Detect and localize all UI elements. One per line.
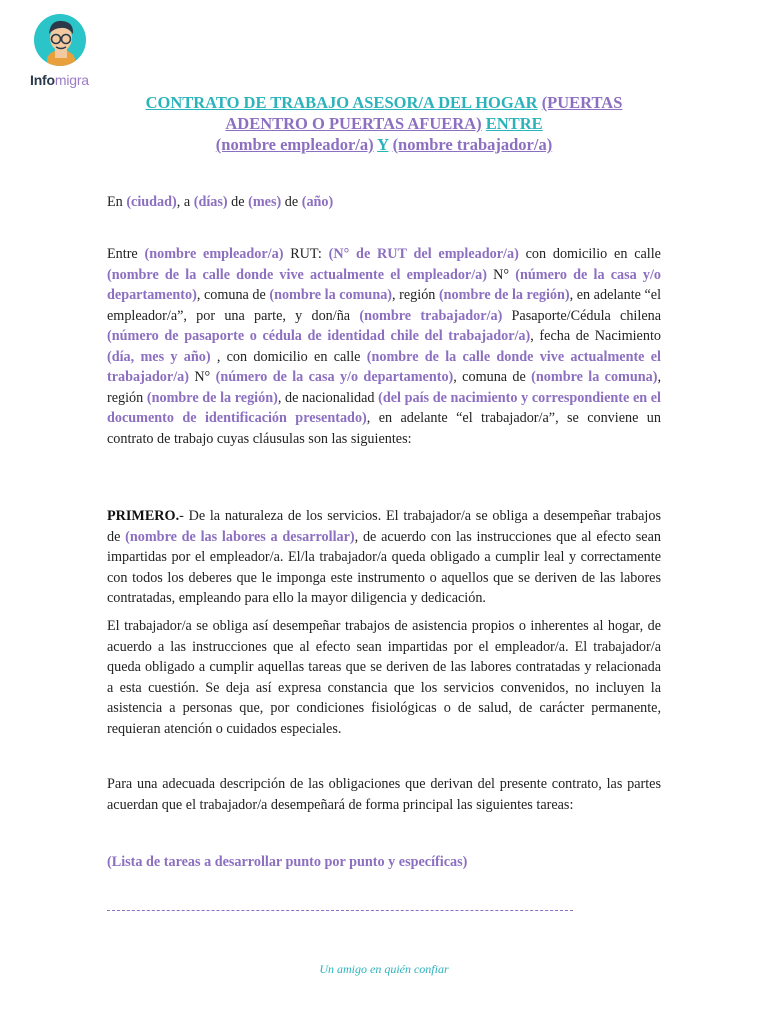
title-line-2: ADENTRO O PUERTAS AFUERA) ENTRE — [225, 114, 543, 133]
title-line-3: (nombre empleador/a) Y (nombre trabajador/a) — [215, 135, 553, 154]
tasks-intro-paragraph: Para una adecuada descripción de las obligaciones que derivan del presente contrato, las partes acuerdan que el trabajador/a desempeñará de forma principal las siguientes tareas: — [107, 776, 661, 813]
date-line: En (ciudad), a (días) de (mes) de (año) — [107, 194, 334, 210]
infomigra-mascot-icon — [34, 14, 86, 66]
infomigra-logo — [30, 14, 92, 98]
footer-tagline: Un amigo en quién confiar — [319, 962, 449, 976]
title-line-1: CONTRATO DE TRABAJO ASESOR/A DEL HOGAR (PUERTAS — [145, 93, 623, 112]
task-list-placeholder: (Lista de tareas a desarrollar punto por punto y específicas) — [107, 854, 468, 870]
clause-primero: PRIMERO.- De la naturaleza de los servicios. El trabajador/a se obliga a desempeñar trabajos de (nombre de las labores a desarrollar), de acuerdo con las instrucciones que al efecto sean impartidas por el empleador/a. El/la trabajador/a queda obligado a cumplir leal y correctamente con todos los deberes que le imponga este instrumento o aquellos que se deriven de las labores contratadas, empleando para ello la mayor diligencia y dedicación. — [107, 508, 661, 606]
assistance-paragraph: El trabajador/a se obliga así desempeñar trabajos de asistencia propios o inherentes al hogar, de acuerdo a las instrucciones que al efecto sean impartidas por el empleador/a. El trabajador/a queda obligado a cumplir aquellas tareas que se deriven de las labores contratadas y relacionada a esta cuestión. Se deja así expresa constancia que los servicios convenidos, no incluyen la asistencia a personas que, por condiciones fisiológicas o de salud, de carácter permanente, requieran atención o cuidados especiales. — [107, 618, 661, 737]
fill-in-line — [107, 910, 573, 911]
parties-paragraph: Entre (nombre empleador/a) RUT: (N° de RUT del empleador/a) con domicilio en calle (nombre de la calle donde vive actualmente el empleador/a) N° (número de la casa y/o departamento), comuna de (nombre la comuna), región (nombre de la región), en adelante “el empleador/a”, por una parte, y don/ña (nombre trabajador/a) Pasaporte/Cédula chilena (número de pasaporte o cédula de identidad chile del trabajador/a), fecha de Nacimiento (día, mes y año) , con domicilio en calle (nombre de la calle donde vive actualmente el trabajador/a) N° (número de la casa y/o departamento), comuna de (nombre la comuna), región (nombre de la región), de nacionalidad (del país de nacimiento y correspondiente en el documento de identificación presentado), en adelante “el trabajador/a”, se conviene un contrato de trabajo cuyas cláusulas son las siguientes: — [107, 246, 662, 447]
document-title — [0, 92, 768, 155]
logo-wordmark: Infomigra — [30, 72, 89, 88]
